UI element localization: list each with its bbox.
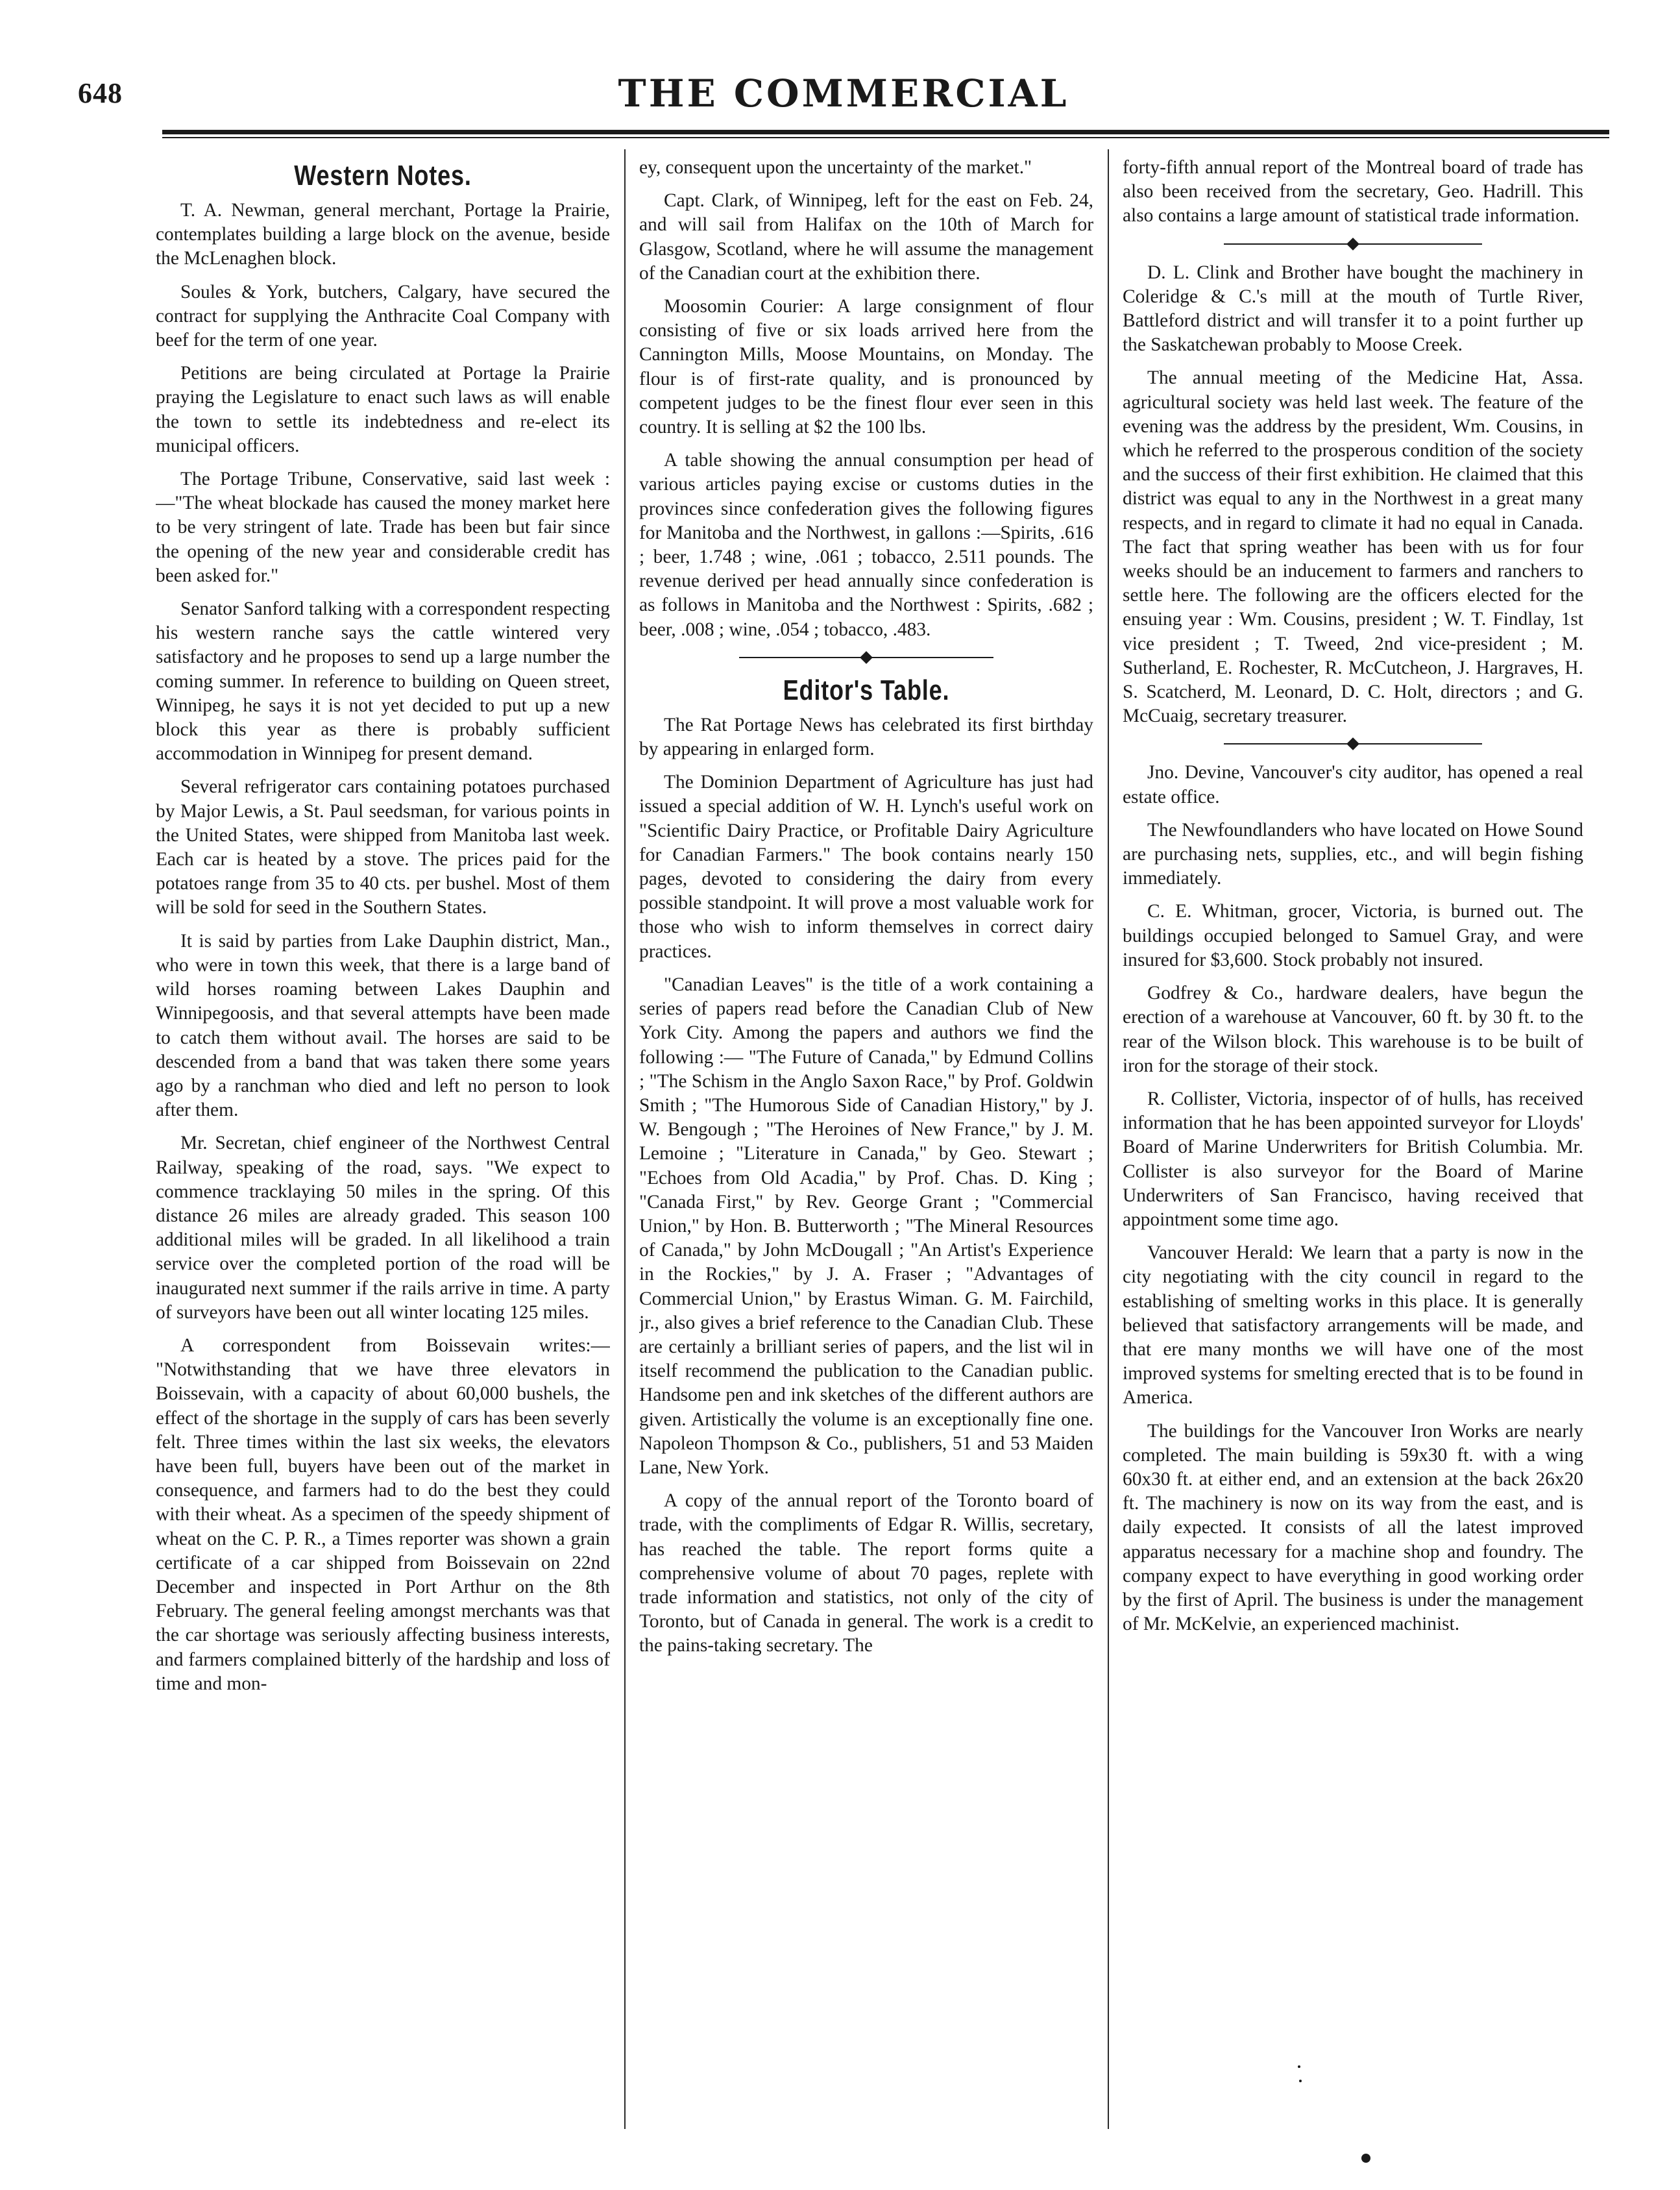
article-paragraph: C. E. Whitman, grocer, Victoria, is burned out. The buildings occupied belonged to Samuel Gray, and were insured for $3,600. Stock probably not insured. bbox=[1123, 901, 1583, 970]
article-paragraph: Jno. Devine, Vancouver's city auditor, has opened a real estate office. bbox=[1123, 762, 1583, 807]
article-paragraph: The Newfoundlanders who have located on Howe Sound are purchasing nets, supplies, etc., and will begin fishing immediately. bbox=[1123, 819, 1583, 889]
article-paragraph: The annual meeting of the Medicine Hat, Assa. agricultural society was held last week. The feature of the evening was the address by the president, Wm. Cousins, in which he referred to the prosperous condition of the society and the success of their first exhibition. He claimed that this district was equal to any in the Northwest in a great many respects, and in regard to climate it had no equal in Canada. The fact that spring weather has been with us for four weeks should be an inducement to farmers and ranchers to settle here. The following are the officers elected for the ensuing year : Wm. Cousins, president ; W. T. Findlay, 1st vice president ; T. Tweed, 2nd vice-president ; M. Sutherland, E. Rochester, R. McCutcheon, J. Hargraves, H. S. Scatcherd, M. Leonard, D. C. Holt, directors ; and G. McCuaig, secretary treasurer. bbox=[1123, 367, 1583, 727]
column-divider bbox=[1108, 149, 1109, 2129]
print-speck bbox=[1298, 2065, 1300, 2068]
article-paragraph: D. L. Clink and Brother have bought the machinery in Coleridge & C.'s mill at the mouth of Turtle River, Battleford district and will transfer it to a point further up the Saskatchewan probably to Moose Creek. bbox=[1123, 262, 1583, 356]
article-paragraph: Moosomin Courier: A large consignment of flour consisting of five or six loads arrived here from the Cannington Mills, Moose Mountains, on Monday. The flour is of first-rate quality, and is pronounced by competent judges to be the finest flour ever seen in this country. It is selling at $2 the 100 lbs. bbox=[639, 296, 1093, 438]
separator-diamond-icon bbox=[860, 651, 873, 664]
article-paragraph: A table showing the annual consumption per head of various articles paying excise or customs duties in the provinces since confederation gives the following figures for Manitoba and the Northwest, in gallons :—Spirits, .616 ; beer, 1.748 ; wine, .061 ; tobacco, 2.511 pounds. The revenue derived per head annually since confederation is as follows in Manitoba and the Northwest : Spirits, .682 ; beer, .008 ; wine, .054 ; tobacco, .483. bbox=[639, 450, 1093, 640]
column-three bbox=[1123, 156, 1583, 2142]
article-paragraph: It is said by parties from Lake Dauphin district, Man., who were in town this week, that there is a large band of wild horses roaming between Lakes Dauphin and Winnipegoosis, and that several attempts have been made to catch them without avail. The horses are said to be descended from a band that was taken there some years ago by a ranchman who died and left no person to look after them. bbox=[156, 930, 610, 1121]
article-paragraph: "Canadian Leaves" is the title of a work containing a series of papers read before the Canadian Club of New York City. Among the papers and authors we find the following :— "The Future of Canada," by Edmund Collins ; "The Schism in the Anglo Saxon Race," by Prof. Goldwin Smith ; "The Humorous Side of Canadian History," by J. W. Bengough ; "The Heroines of New France," by J. M. Lemoine ; "Literature in Canada," by Geo. Stewart ; "Echoes from Old Acadia," by Prof. Chas. D. King ; "Canada First," by Rev. George Grant ; "Commercial Union," by Hon. B. Butterworth ; "The Mineral Resources of Canada," by John McDougall ; "An Artist's Experience in the Rockies," by J. A. Fraser ; "Advantages of Commercial Union," by Erastus Wiman. G. M. Fairchild, jr., also gives a brief reference to the Canadian Club. These are certainly a brilliant series of papers, and the list wil in itself recommend the publication to the Canadian public. Handsome pen and ink sketches of the different authors are given. Artistically the volume is an exceptionally fine one. Napoleon Thompson & Co., publishers, 51 and 53 Maiden Lane, New York. bbox=[639, 974, 1093, 1478]
article-paragraph: R. Collister, Victoria, inspector of of hulls, has received information that he has been appointed surveyor for Lloyds' Board of Marine Underwriters for British Columbia. Mr. Collister is also surveyor for the Board of Marine Underwriters of San Francisco, having received that appointment some time ago. bbox=[1123, 1088, 1583, 1230]
column-one bbox=[156, 156, 610, 2142]
article-paragraph: T. A. Newman, general merchant, Portage la Prairie, contemplates building a large block on the avenue, beside the McLenaghen block. bbox=[156, 200, 610, 269]
section-heading-western-notes: Western Notes. bbox=[294, 160, 472, 191]
western-notes-body bbox=[156, 199, 610, 1696]
continued-paragraph: ey, consequent upon the uncertainty of the market." bbox=[639, 157, 1032, 178]
article-paragraph: Capt. Clark, of Winnipeg, left for the east on Feb. 24, and will sail from Halifax on the 10th of March for Glasgow, Scotland, where he will assume the management of the Canadian court at the exhibition there. bbox=[639, 190, 1093, 284]
article-paragraph: The Portage Tribune, Conservative, said last week :—"The wheat blockade has caused the money market here to be very stringent of late. Trade has been but fair since the opening of the new year and considerable credit has been asked for." bbox=[156, 469, 610, 586]
newspaper-title: THE COMMERCIAL bbox=[618, 71, 1069, 116]
article-paragraph: Senator Sanford talking with a correspondent respecting his western ranche says the cattle wintered very satisfactory and he proposes to send up a large number the coming summer. In reference to building on Queen street, Winnipeg, he says it is not yet decided to put up a new block this year as there is probably sufficient accommodation in Winnipeg for present demand. bbox=[156, 598, 610, 765]
article-paragraph: Godfrey & Co., hardware dealers, have begun the erection of a warehouse at Vancouver, 60 ft. by 30 ft. to the rear of the Wilson block. This warehouse is to be built of iron for the storage of their stock. bbox=[1123, 983, 1583, 1076]
print-speck bbox=[1299, 2080, 1302, 2082]
article-paragraph: Vancouver Herald: We learn that a party is now in the city negotiating with the city council in regard to the establishing of smelting works in this place. It is generally believed that satisfactory arrangements will be made, and that ere many months we will have one of the most improved systems for smelting erected that is to be found in America. bbox=[1123, 1242, 1583, 1409]
masthead bbox=[78, 71, 1609, 123]
section-heading-editors-table: Editor's Table. bbox=[783, 674, 950, 706]
column-divider bbox=[624, 149, 626, 2129]
article-paragraph: The Rat Portage News has celebrated its first birthday by appearing in enlarged form. bbox=[639, 714, 1093, 760]
separator-diamond-icon bbox=[1346, 238, 1359, 251]
article-paragraph: A copy of the annual report of the Toronto board of trade, with the compliments of Edgar R. Willis, secretary, has reached the table. The report forms quite a comprehensive volume of about 70 pages, replete with trade information and statistics, not only of the city of Toronto, but of Canada in general. The work is a credit to the pains-taking secretary. The bbox=[639, 1490, 1093, 1656]
article-paragraph: The Dominion Department of Agriculture has just had issued a special addition of W. H. Lynch's useful work on "Scientific Dairy Practice, or Profitable Dairy Agriculture for Canadian Farmers." The book contains nearly 150 pages, devoted to considering the dairy from every possible standpoint. It will prove a most valuable work for those who wish to inform themselves in correct dairy practices. bbox=[639, 772, 1093, 962]
masthead-rule-thick bbox=[162, 130, 1609, 134]
continued-paragraph: forty-fifth annual report of the Montreal board of trade has also been received from the secretary, Geo. Hadrill. This also contains a large amount of statistical trade information. bbox=[1123, 157, 1583, 227]
section-separator bbox=[1123, 238, 1583, 251]
column-two bbox=[639, 156, 1093, 2142]
article-paragraph: A correspondent from Boissevain writes:— "Notwithstanding that we have three elevators in Boissevain, with a capacity of about 60,000 bushels, the effect of the shortage in the supply of cars has been severly felt. Three times within the last six weeks, the elevators have been full, buyers have been out of the market in consequence, and farmers had to do the best they could with their wheat. As a specimen of the speedy shipment of wheat on the C. P. R., a Times reporter was shown a grain certificate of a car shipped from Boissevain on 22nd December and inspected in Port Arthur on the 8th February. The general feeling amongst merchants was that the car shortage was seriously affecting business interests, and farmers complained bitterly of the hardship and loss of time and mon- bbox=[156, 1335, 610, 1694]
section-separator bbox=[1123, 737, 1583, 750]
page-number: 648 bbox=[78, 77, 123, 109]
article-paragraph: Petitions are being circulated at Portage la Prairie praying the Legislature to enact such laws as will enable the town to settle its indebtedness and re-elect its municipal officers. bbox=[156, 363, 610, 456]
print-speck bbox=[1361, 2154, 1370, 2163]
article-paragraph: Mr. Secretan, chief engineer of the Northwest Central Railway, speaking of the road, says. "We expect to commence tracklaying 50 miles in the spring. Of this distance 26 miles are already graded. This season 100 additional miles will be graded. In all likelihood a train service over the completed portion of the road will be inaugurated next summer if the rails arrive in time. A party of surveyors have been out all winter locating 125 miles. bbox=[156, 1133, 610, 1323]
separator-diamond-icon bbox=[1346, 738, 1359, 751]
article-paragraph: The buildings for the Vancouver Iron Works are nearly completed. The main building is 59x30 ft. with a wing 60x30 ft. at either end, and an extension at the back 26x20 ft. The machinery is now on its way from the east, and is daily expected. It consists of all the latest improved apparatus necessary for a machine shop and foundry. The company expect to have everything in good working order by the first of April. The business is under the management of Mr. McKelvie, an experienced machinist. bbox=[1123, 1420, 1583, 1635]
article-paragraph: Soules & York, butchers, Calgary, have secured the contract for supplying the Anthracite Coal Company with beef for the term of one year. bbox=[156, 281, 610, 351]
article-paragraph: Several refrigerator cars containing potatoes purchased by Major Lewis, a St. Paul seedsman, for various points in the United States, were shipped from Manitoba last week. Each car is heated by a stove. The prices paid for the potatoes range from 35 to 40 cts. per bushel. Most of them will be sold for seed in the Southern States. bbox=[156, 776, 610, 918]
section-separator bbox=[639, 651, 1093, 664]
masthead-rule-thin bbox=[162, 137, 1609, 138]
